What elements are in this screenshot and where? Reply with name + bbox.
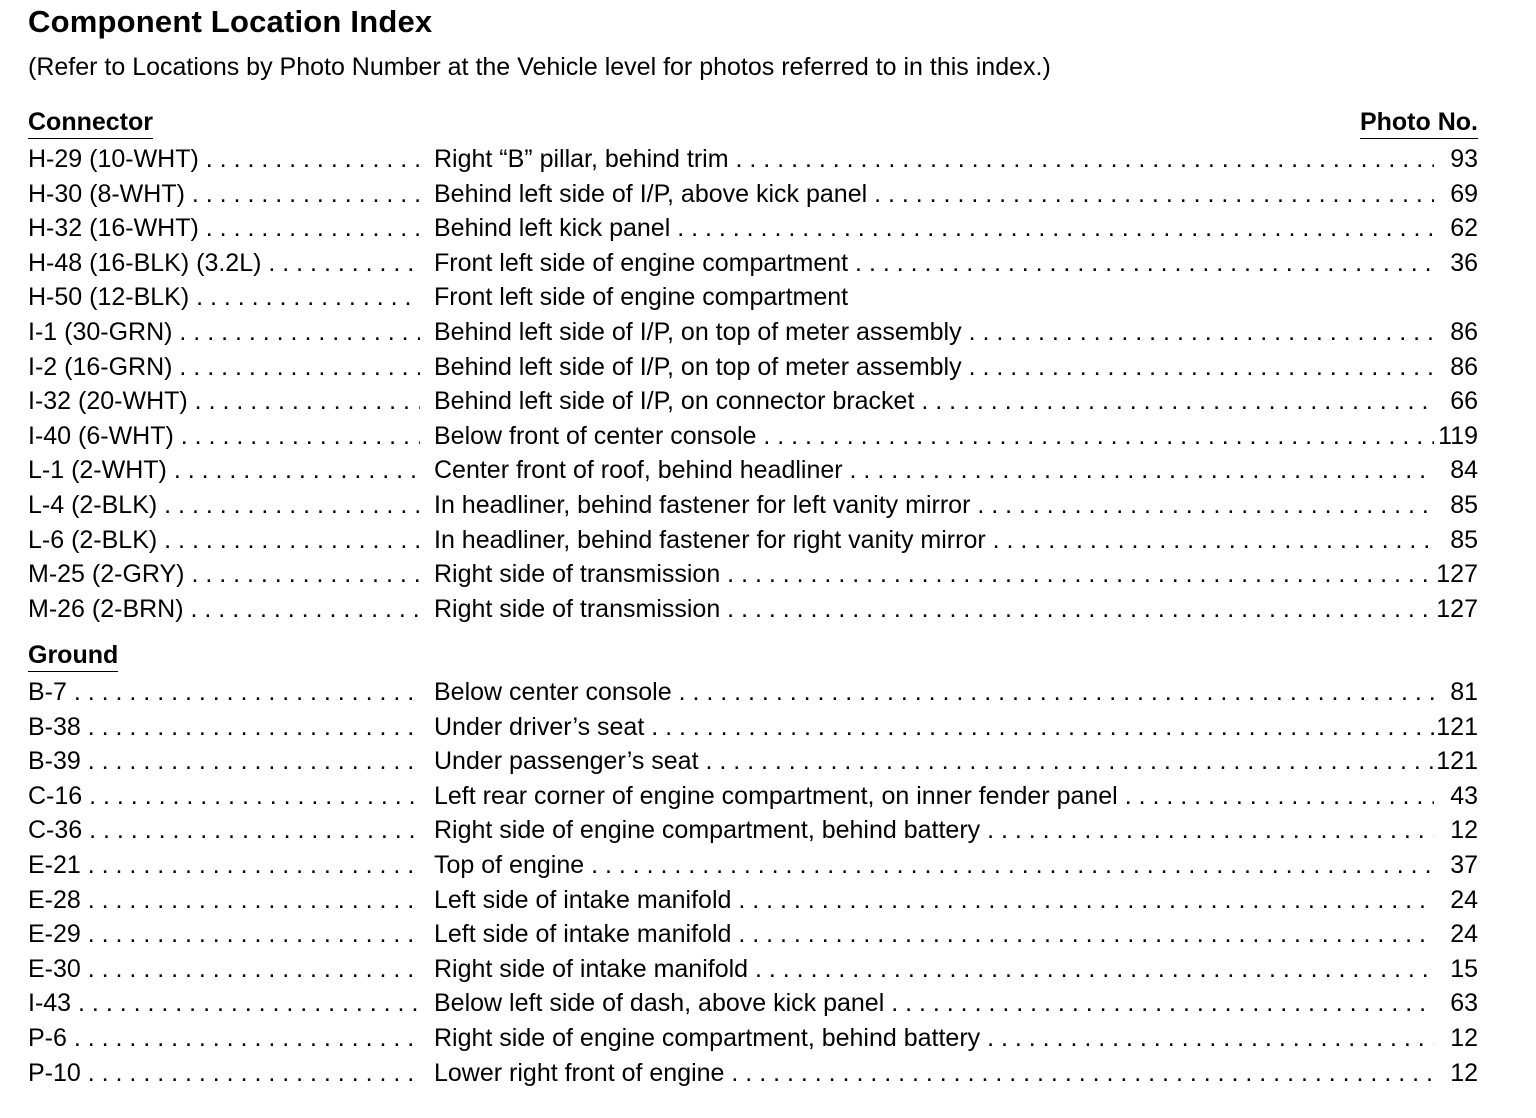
photo-number: 86 (1436, 350, 1478, 385)
index-row (28, 592, 1478, 627)
photo-number: 85 (1436, 488, 1478, 523)
component-location: In headliner, behind fastener for right vanity mirror . . . (434, 523, 1434, 558)
component-id: M-25 (2-GRY) . . . (28, 557, 420, 592)
index-row (28, 246, 1478, 281)
component-id: E-30 . . . (28, 952, 420, 987)
photo-number: 127 (1436, 592, 1478, 627)
component-id: E-21 . . . (28, 848, 420, 883)
index-row (28, 280, 1478, 315)
index-row (28, 883, 1478, 918)
index-row (28, 142, 1478, 177)
component-location: Center front of roof, behind headliner . . . (434, 453, 1434, 488)
index-row (28, 419, 1478, 454)
photo-number: 66 (1436, 384, 1478, 419)
photo-number: 12 (1436, 813, 1478, 848)
index-row (28, 315, 1478, 350)
component-location: Under passenger’s seat . . . (434, 744, 1434, 779)
connector-list (28, 142, 1478, 626)
index-row (28, 453, 1478, 488)
photo-number: 12 (1436, 1021, 1478, 1056)
component-location: Behind left kick panel . . . (434, 211, 1434, 246)
component-id: L-1 (2-WHT) . . . (28, 453, 420, 488)
component-id: C-36 . . . (28, 813, 420, 848)
index-row (28, 779, 1478, 814)
component-location: Front left side of engine compartment . . . (434, 246, 1434, 281)
photo-number: 121 (1436, 744, 1478, 779)
component-location: Behind left side of I/P, on top of meter assembly . . . (434, 350, 1434, 385)
photo-number: 43 (1436, 779, 1478, 814)
photo-number: 12 (1436, 1056, 1478, 1091)
component-id: H-30 (8-WHT) . . . (28, 177, 420, 212)
page-title: Component Location Index (28, 4, 433, 39)
photo-number: 121 (1436, 710, 1478, 745)
component-location: Right side of intake manifold . . . (434, 952, 1434, 987)
photo-number: 93 (1436, 142, 1478, 177)
photo-number: 37 (1436, 848, 1478, 883)
photo-number: 84 (1436, 453, 1478, 488)
component-location: In headliner, behind fastener for left vanity mirror . . . (434, 488, 1434, 523)
ground-heading: Ground (28, 640, 118, 672)
photo-number: 81 (1436, 675, 1478, 710)
component-location: Under driver’s seat . . . (434, 710, 1434, 745)
component-location: Left side of intake manifold . . . (434, 883, 1434, 918)
photo-number: 127 (1436, 557, 1478, 592)
component-location: Behind left side of I/P, above kick panel . . . (434, 177, 1434, 212)
component-location: Right side of transmission . . . (434, 592, 1434, 627)
component-id: C-16 . . . (28, 779, 420, 814)
photo-number: 63 (1436, 986, 1478, 1021)
component-location: Behind left side of I/P, on connector bracket . . . (434, 384, 1434, 419)
index-row (28, 1056, 1478, 1091)
index-row (28, 952, 1478, 987)
component-location: Behind left side of I/P, on top of meter assembly . . . (434, 315, 1434, 350)
index-row (28, 813, 1478, 848)
component-id: B-38 . . . (28, 710, 420, 745)
component-location: Left side of intake manifold . . . (434, 917, 1434, 952)
photo-number: 85 (1436, 523, 1478, 558)
component-id: H-50 (12-BLK) . . . (28, 280, 420, 315)
index-row (28, 1021, 1478, 1056)
page-subtitle: (Refer to Locations by Photo Number at the Vehicle level for photos referred to in this index.) (28, 53, 1051, 81)
component-location: Lower right front of engine . . . (434, 1056, 1434, 1091)
component-id: L-6 (2-BLK) . . . (28, 523, 420, 558)
index-row (28, 177, 1478, 212)
component-location: Below left side of dash, above kick panel . . . (434, 986, 1434, 1021)
component-location: Left rear corner of engine compartment, on inner fender panel . . . (434, 779, 1434, 814)
photo-number-heading: Photo No. (1360, 107, 1478, 139)
photo-number: 62 (1436, 211, 1478, 246)
component-id: L-4 (2-BLK) . . . (28, 488, 420, 523)
connector-heading: Connector (28, 107, 153, 139)
index-row (28, 986, 1478, 1021)
index-row (28, 384, 1478, 419)
component-id: I-40 (6-WHT) . . . (28, 419, 420, 454)
photo-number: 15 (1436, 952, 1478, 987)
component-id: B-39 . . . (28, 744, 420, 779)
index-row (28, 350, 1478, 385)
index-row (28, 557, 1478, 592)
index-row (28, 488, 1478, 523)
component-id: P-10 . . . (28, 1056, 420, 1091)
component-id: H-29 (10-WHT) . . . (28, 142, 420, 177)
photo-number: 69 (1436, 177, 1478, 212)
component-id: E-29 . . . (28, 917, 420, 952)
component-location: Right “B” pillar, behind trim . . . (434, 142, 1434, 177)
component-id: I-43 . . . (28, 986, 420, 1021)
component-id: E-28 . . . (28, 883, 420, 918)
index-row (28, 917, 1478, 952)
component-id: I-32 (20-WHT) . . . (28, 384, 420, 419)
photo-number: 36 (1436, 246, 1478, 281)
index-row (28, 710, 1478, 745)
component-location: Right side of engine compartment, behind battery . . . (434, 813, 1434, 848)
component-id: B-7 . . . (28, 675, 420, 710)
component-location: Right side of engine compartment, behind battery . . . (434, 1021, 1434, 1056)
component-location: Below front of center console . . . (434, 419, 1434, 454)
index-row (28, 675, 1478, 710)
component-location: Front left side of engine compartment (434, 283, 849, 312)
component-id: H-32 (16-WHT) . . . (28, 211, 420, 246)
component-id: I-1 (30-GRN) . . . (28, 315, 420, 350)
index-row (28, 523, 1478, 558)
photo-number: 24 (1436, 883, 1478, 918)
index-row (28, 744, 1478, 779)
component-id: I-2 (16-GRN) . . . (28, 350, 420, 385)
index-row (28, 211, 1478, 246)
photo-number: 24 (1436, 917, 1478, 952)
component-location: Below center console . . . (434, 675, 1434, 710)
index-row (28, 848, 1478, 883)
component-location: Top of engine . . . (434, 848, 1434, 883)
component-id: M-26 (2-BRN) . . . (28, 592, 420, 627)
photo-number: 86 (1436, 315, 1478, 350)
ground-list (28, 675, 1478, 1090)
component-id: P-6 . . . (28, 1021, 420, 1056)
component-location: Right side of transmission . . . (434, 557, 1434, 592)
photo-number: 119 (1436, 419, 1478, 454)
component-id: H-48 (16-BLK) (3.2L) . . . (28, 246, 420, 281)
